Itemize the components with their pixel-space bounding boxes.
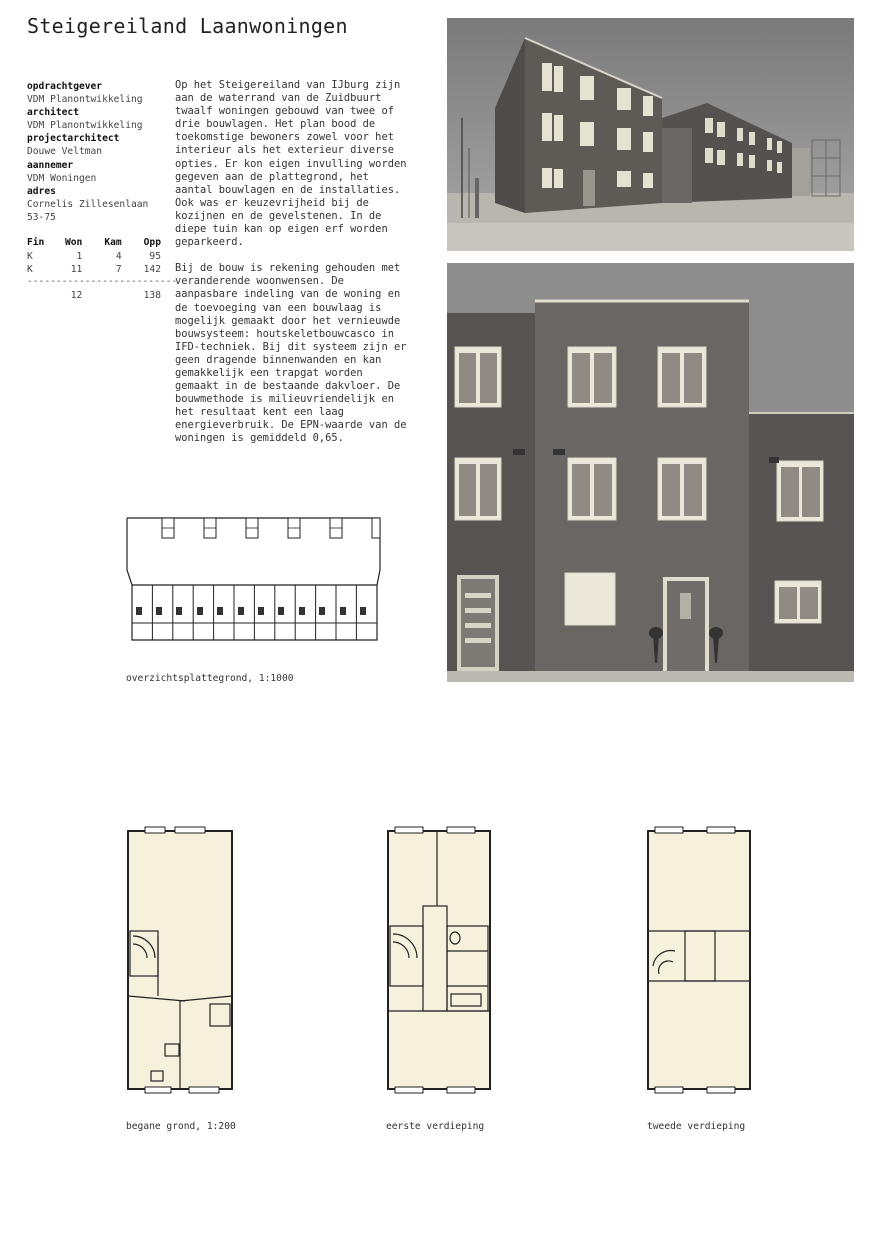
table-header-cell: Kam [104,237,122,248]
overview-caption: overzichtsplattegrond, 1:1000 [126,673,294,684]
credit-value: Cornelis Zillesenlaan [27,198,149,210]
overview-site-plan [124,515,384,645]
credit-value: VDM Woningen [27,172,97,184]
table-header [27,236,161,250]
project-description [175,79,410,459]
credit-value: 53-75 [27,211,56,223]
second-floor-caption: tweede verdieping [647,1121,746,1132]
page-title: Steigereiland Laanwoningen [27,14,348,38]
housing-table [27,236,178,302]
table-header-cell: Fin [27,237,45,248]
description-paragraph: Bij de bouw is rekening gehouden met veranderende woonwensen. De aanpasbare indeling van de woning en de toevoeging van een bouwlaag is mogelijk gemaakt door het vernieuwde bouwsysteem: houtskeletbouwcasco in IFD-techniek. Bij dit systeem zijn er geen dragende binnenwanden en kan gemakkelijk een trapgat worden gemaakt in de bestaande dakvloer. De bouwmethode is milieuvriendelijk en het resultaat kent een laag energieverbruik. De EPN-waarde van de woningen is gemiddeld 0,65. [175,262,407,445]
ground-floor-caption: begane grond, 1:200 [126,1121,236,1132]
table-cell: 12 [70,289,83,301]
credit-label: opdrachtgever [27,81,103,92]
credit-value: VDM Planontwikkeling [27,94,143,106]
table-cell: 1 [76,250,83,262]
table-header-cell: Opp [143,237,161,248]
table-header-cell: Won [65,237,83,248]
credit-label: aannemer [27,159,74,171]
first-floor-caption: eerste verdieping [386,1121,485,1132]
table-cell: 4 [115,250,122,262]
table-cell: 11 [70,264,83,275]
ground-floor-plan [125,826,235,1096]
street-perspective-photo [447,18,854,251]
table-row [27,250,161,264]
table-cell [84,289,122,303]
table-cell [27,289,49,303]
table-cell: 142 [143,264,161,275]
project-credits [27,80,172,224]
table-cell: 138 [143,289,161,301]
table-cell: K [27,250,33,262]
first-floor-plan [385,826,495,1096]
credit-value: Douwe Veltman [27,146,103,158]
credit-label: projectarchitect [27,133,120,145]
second-floor-plan [645,826,755,1096]
table-row [27,263,161,277]
table-total-row [27,289,161,303]
credit-label: adres [27,185,56,197]
table-cell: K [27,264,33,275]
description-paragraph: Op het Steigereiland van IJburg zijn aan de waterrand van de Zuidbuurt twaalf woningen gebouwd van twee of drie bouwlagen. Het plan bood de toekomstige bewoners zowel voor het interieur als het exterieur diverse opties. Er kon eigen invulling worden gegeven aan de plattegrond, het aantal bouwlagen en de installaties. Ook was er keuzevrijheid bij de kozijnen en de gevelstenen. In de diepe tuin kan op eigen erf worden geparkeerd. [175,79,407,249]
table-cell: 95 [149,250,161,262]
credit-value: VDM Planontwikkeling [27,120,143,132]
table-cell: 7 [115,264,122,275]
facade-photo [447,263,854,682]
credit-label: architect [27,107,79,119]
table-divider: -------------------------- [27,275,178,287]
